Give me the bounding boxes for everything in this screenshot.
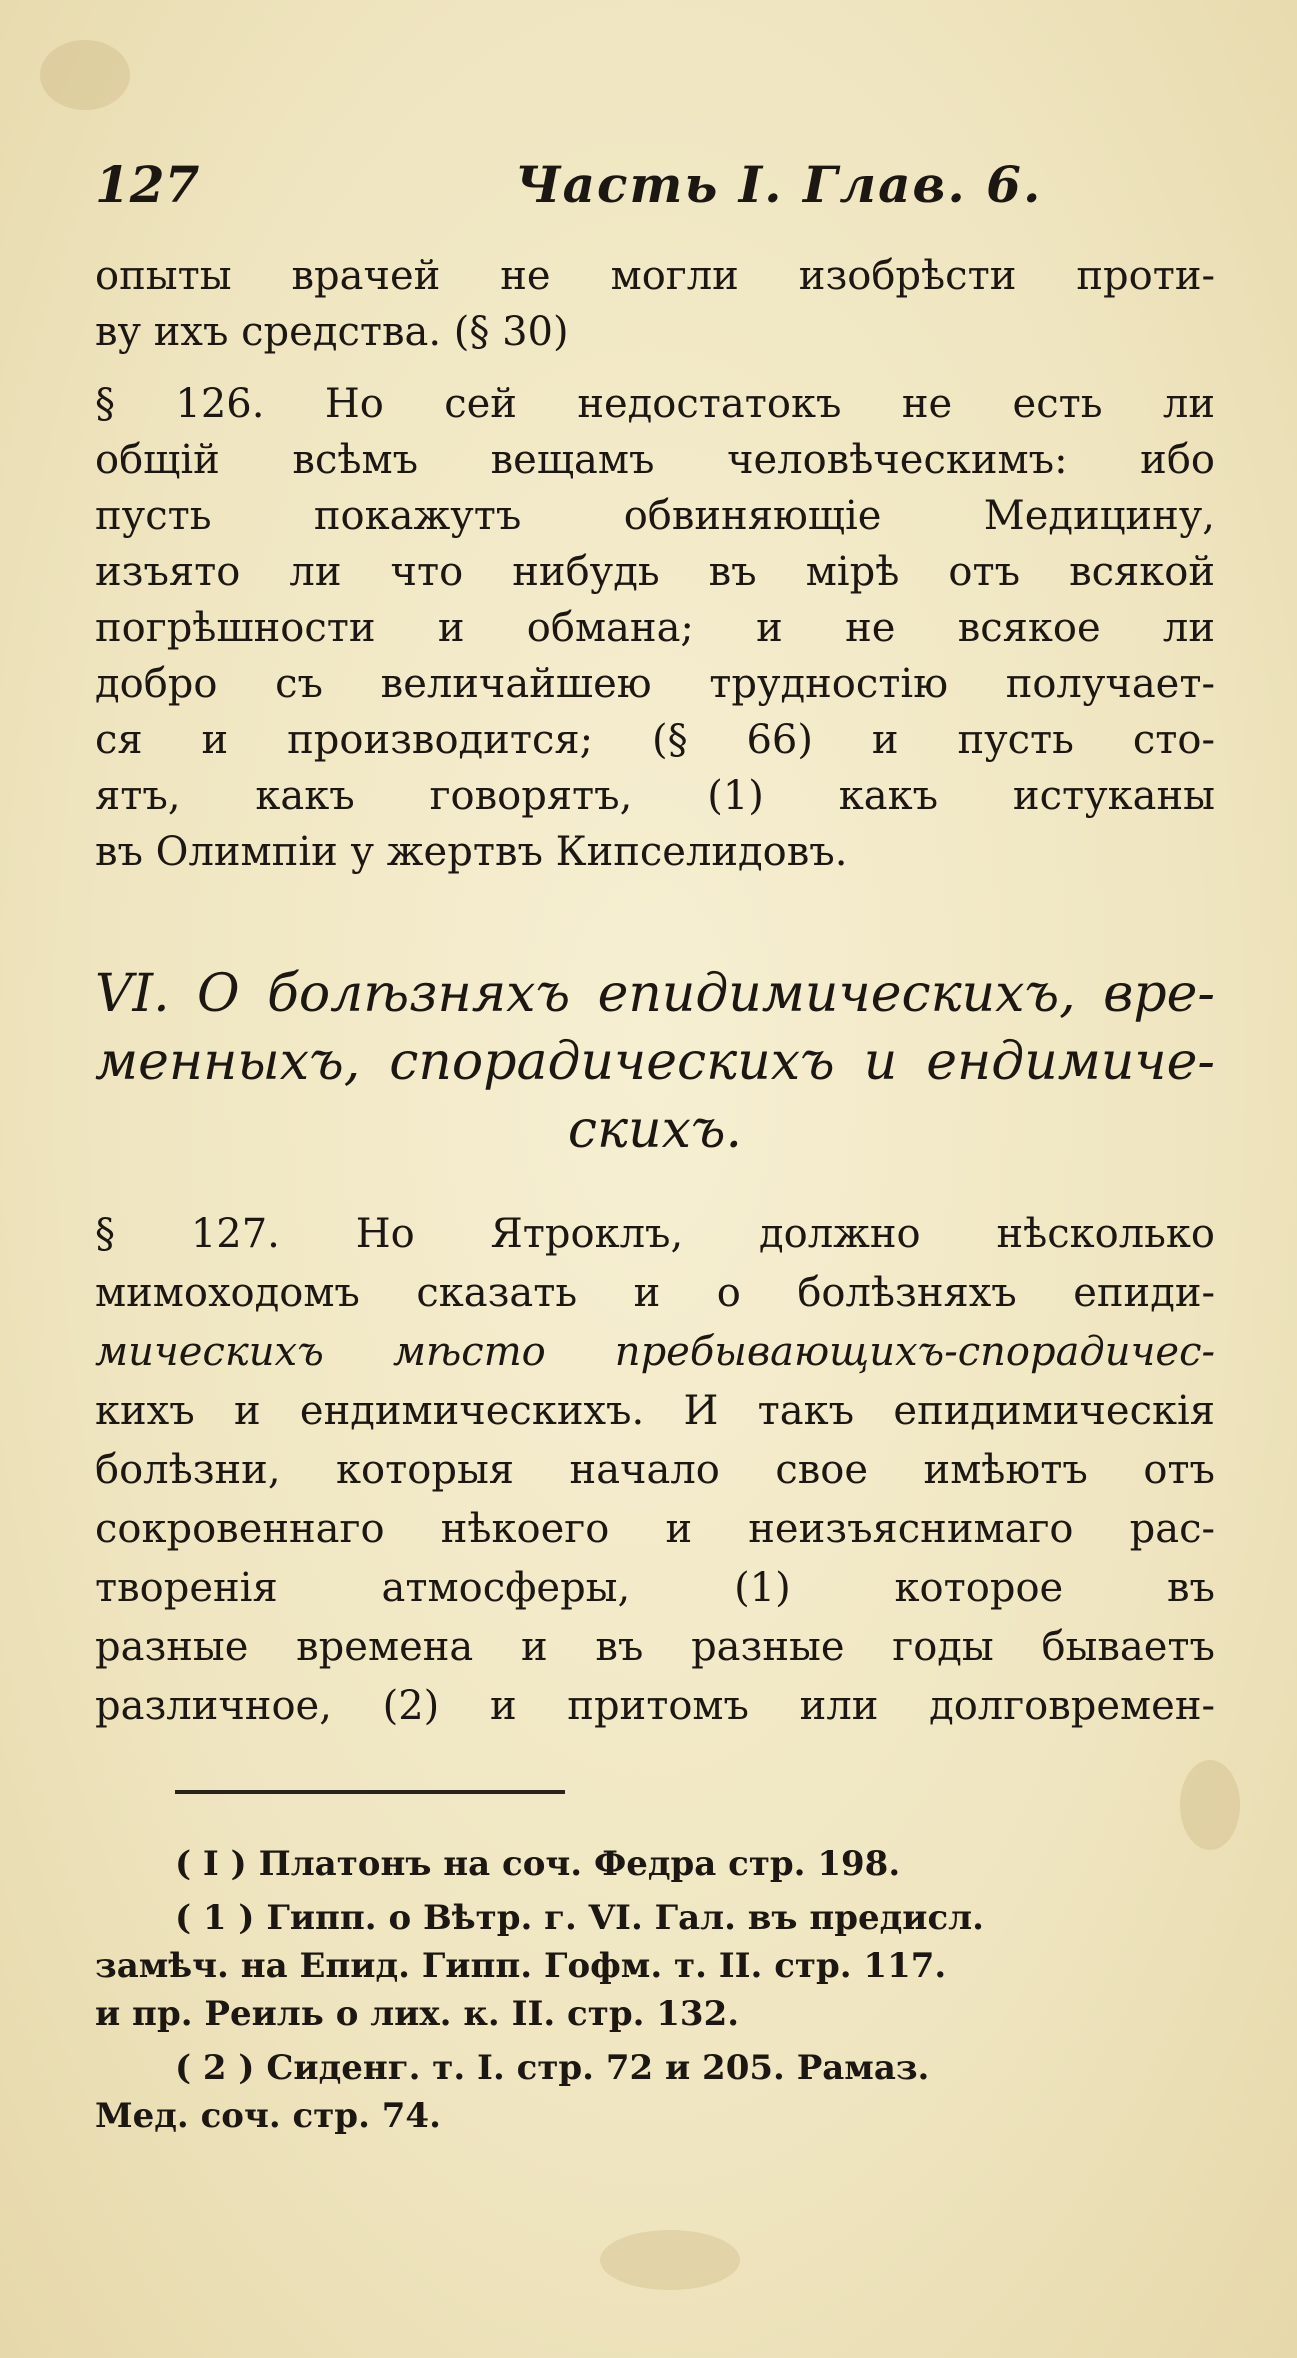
text-line: общій всѣмъ вещамъ человѣческимъ: ибо (95, 437, 1215, 483)
main-text (95, 248, 1215, 880)
footnote-line: и пр. Реиль о лих. к. II. стр. 132. (95, 1994, 740, 2034)
footnote-line: ( 2 ) Сиденг. т. I. стр. 72 и 205. Рамаз. (175, 2048, 930, 2088)
heading-line: скихъ. (567, 1100, 743, 1160)
footnotes (95, 1840, 1215, 2140)
paragraph-127 (95, 1205, 1215, 1736)
text-line: § 127. Но Ятроклъ, должно нѣсколько (95, 1211, 1215, 1257)
heading-line: VI. О болѣзняхъ епидимическихъ, вре- (95, 964, 1215, 1024)
text-line: ятъ, какъ говорятъ, (1) какъ истуканы (95, 773, 1215, 819)
text-line: мимоходомъ сказать и о болѣзняхъ епиди- (95, 1270, 1215, 1316)
text-line: опыты врачей не могли изобрѣсти проти- (95, 253, 1215, 299)
text-line: § 126. Но сей недостатокъ не есть ли (95, 381, 1215, 427)
footnote-line: ( 1 ) Гипп. о Вѣтр. г. VI. Гал. въ предисл. (175, 1898, 984, 1938)
text-line: творенія атмосферы, (1) которое въ (95, 1565, 1215, 1611)
paper-stain (600, 2230, 740, 2290)
text-line: кихъ и ендимическихъ. И такъ епидимическія (95, 1388, 1215, 1434)
page-number: 127 (95, 155, 200, 214)
paper-stain (40, 40, 130, 110)
text-line: разные времена и въ разные годы бываетъ (95, 1624, 1215, 1670)
text-line: изъято ли что нибудь въ мірѣ отъ всякой (95, 549, 1215, 595)
text-line: различное, (2) и притомъ или долговремен- (95, 1683, 1215, 1729)
text-line: болѣзни, которыя начало свое имѣютъ отъ (95, 1447, 1215, 1493)
footnote-separator (175, 1790, 565, 1794)
text-line: добро съ величайшею трудностію получает- (95, 661, 1215, 707)
text-line: ся и производится; (§ 66) и пусть сто- (95, 717, 1215, 763)
paper-stain (1180, 1760, 1240, 1850)
text-line: сокровеннаго нѣкоего и неизъяснимаго рас- (95, 1506, 1215, 1552)
running-title: Часть I. Глав. 6. (515, 155, 1043, 214)
section-heading (95, 960, 1215, 1164)
footnote-line: Мед. соч. стр. 74. (95, 2096, 441, 2136)
text-line: погрѣшности и обмана; и не всякое ли (95, 605, 1215, 651)
footnote-line: ( I ) Платонъ на соч. Федра стр. 198. (175, 1844, 901, 1884)
text-line: пусть покажутъ обвиняющіе Медицину, (95, 493, 1215, 539)
heading-line: менныхъ, спорадическихъ и ендимиче- (95, 1032, 1215, 1092)
page-header (95, 155, 1215, 225)
text-line: мическихъ мѣсто пребывающихъ-спорадичес- (95, 1329, 1215, 1375)
text-line: въ Олимпіи у жертвъ Кипселидовъ. (95, 829, 848, 875)
footnote-line: замѣч. на Епид. Гипп. Гофм. т. II. стр. 117. (95, 1946, 947, 1986)
text-line: ву ихъ средства. (§ 30) (95, 309, 569, 355)
